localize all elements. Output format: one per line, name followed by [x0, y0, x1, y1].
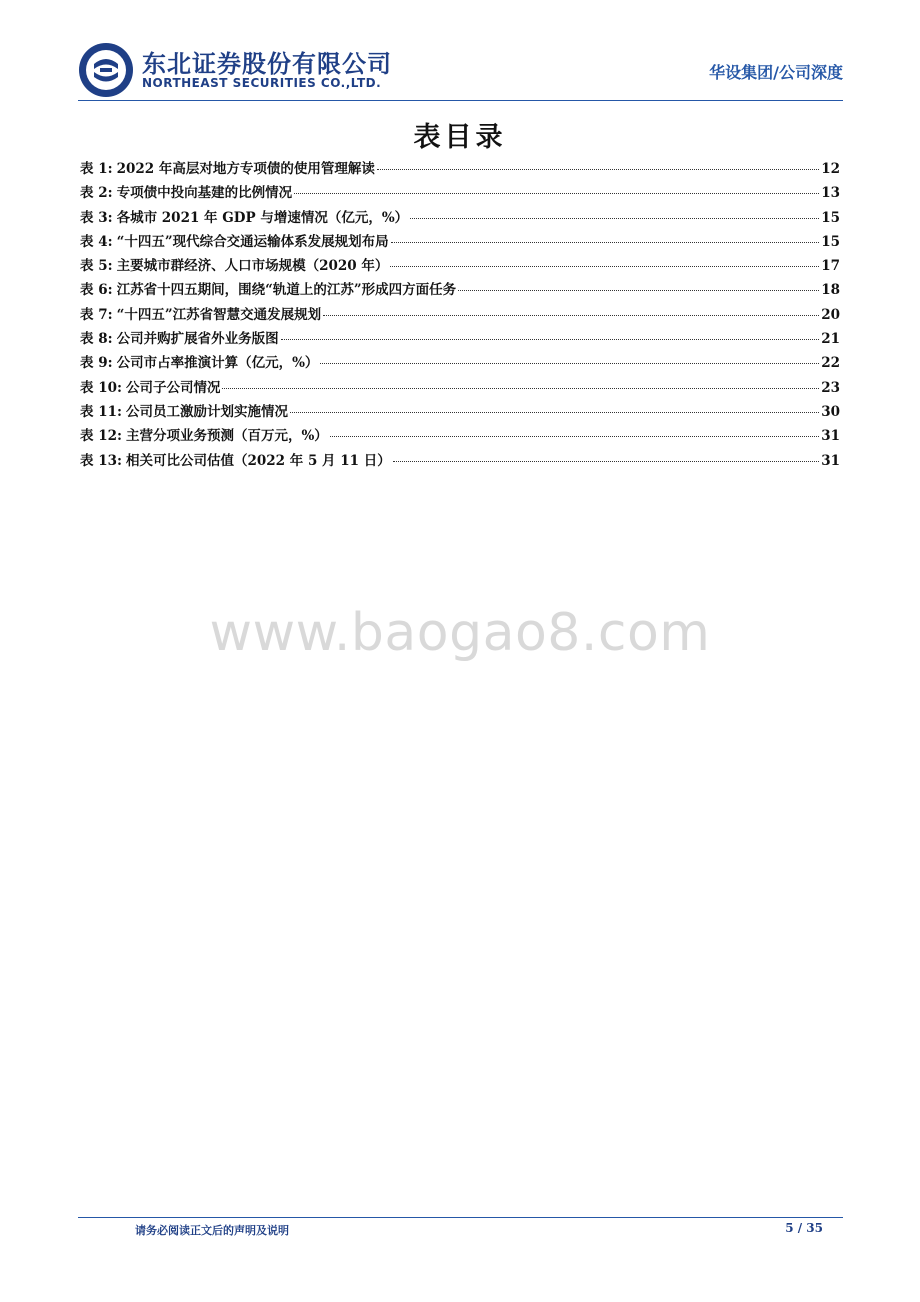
toc-entry-page: 15	[821, 233, 840, 250]
toc-dot-leader	[390, 266, 819, 267]
toc-entry-title: 公司员工激励计划实施情况	[125, 403, 288, 420]
toc-entry-page: 12	[821, 161, 840, 177]
toc-entry[interactable]	[80, 181, 840, 205]
toc-entry[interactable]	[80, 351, 840, 375]
toc-entry-page: 31	[821, 428, 840, 445]
toc-entry-label: 表 5:	[80, 258, 113, 275]
toc-entry-label: 表 10:	[80, 379, 122, 396]
toc-entry-title: 专项债中投向基建的比例情况	[116, 185, 293, 202]
toc-entry-label: 表 7:	[80, 306, 113, 323]
toc-dot-leader	[377, 169, 819, 170]
toc-entry-label: 表 2:	[80, 185, 113, 202]
footer-divider	[78, 1217, 843, 1218]
toc-entry-label: 表 11:	[80, 403, 122, 420]
toc-entry[interactable]	[80, 303, 840, 327]
toc-entry-label: 表 8:	[80, 331, 113, 348]
toc-entry-title: 2022 年高层对地方专项债的使用管理解读	[116, 161, 375, 177]
toc-dot-leader	[393, 461, 819, 462]
toc-entry-page: 18	[821, 282, 840, 299]
table-of-tables	[80, 157, 840, 473]
toc-entry-title: 主营分项业务预测（百万元，%）	[125, 428, 328, 445]
toc-entry-title: 公司市占率推演计算（亿元，%）	[116, 355, 319, 372]
toc-entry[interactable]	[80, 376, 840, 400]
toc-entry-label: 表 3:	[80, 209, 113, 226]
toc-entry[interactable]	[80, 327, 840, 351]
toc-entry-page: 22	[821, 355, 840, 372]
toc-dot-leader	[290, 412, 819, 413]
toc-entry-label: 表 12:	[80, 428, 122, 445]
toc-entry-label: 表 6:	[80, 282, 113, 299]
toc-entry-title: 江苏省十四五期间，围绕“轨道上的江苏”形成四方面任务	[116, 282, 457, 299]
toc-dot-leader	[323, 315, 819, 316]
toc-entry-label: 表 13:	[80, 452, 122, 469]
page-number: 5 / 35	[785, 1221, 823, 1235]
toc-dot-leader	[222, 388, 819, 389]
page-header	[78, 40, 843, 98]
company-name-en: NORTHEAST SECURITIES CO.,LTD.	[142, 76, 382, 90]
toc-entry-page: 31	[821, 452, 840, 469]
toc-dot-leader	[391, 242, 820, 243]
toc-entry[interactable]	[80, 254, 840, 278]
toc-dot-leader	[281, 339, 820, 340]
toc-entry-title: 相关可比公司估值（2022 年 5 月 11 日）	[125, 452, 391, 469]
toc-entry-page: 30	[821, 403, 840, 420]
page-title: 表目录	[413, 122, 507, 153]
toc-entry[interactable]	[80, 230, 840, 254]
toc-entry-label: 表 4:	[80, 233, 113, 250]
toc-entry-page: 21	[821, 331, 840, 348]
toc-entry-page: 15	[821, 209, 840, 226]
toc-entry[interactable]	[80, 449, 840, 473]
toc-dot-leader	[458, 290, 819, 291]
toc-dot-leader	[320, 363, 819, 364]
toc-entry-label: 表 1:	[80, 161, 113, 177]
header-divider	[78, 100, 843, 101]
toc-entry-title: “十四五”现代综合交通运输体系发展规划布局	[116, 233, 389, 250]
toc-entry-title: 公司子公司情况	[125, 379, 221, 396]
footer-disclaimer: 请务必阅读正文后的声明及说明	[135, 1224, 289, 1237]
toc-entry-title: 公司并购扩展省外业务版图	[116, 331, 279, 348]
toc-dot-leader	[410, 218, 819, 219]
toc-entry-title: 主要城市群经济、人口市场规模（2020 年）	[116, 258, 389, 275]
toc-entry[interactable]	[80, 157, 840, 181]
toc-dot-leader	[294, 193, 819, 194]
toc-entry[interactable]	[80, 424, 840, 448]
toc-entry[interactable]	[80, 400, 840, 424]
toc-entry[interactable]	[80, 206, 840, 230]
toc-entry-page: 20	[821, 306, 840, 323]
toc-entry-page: 13	[821, 185, 840, 202]
toc-entry-page: 23	[821, 379, 840, 396]
watermark: www.baogao8.com	[209, 603, 711, 663]
northeast-securities-logo-icon	[78, 42, 134, 98]
toc-entry-page: 17	[821, 258, 840, 275]
toc-entry-label: 表 9:	[80, 355, 113, 372]
report-tag: 华设集团/公司深度	[709, 63, 843, 82]
toc-entry[interactable]	[80, 278, 840, 302]
company-name-cn: 东北证券股份有限公司	[142, 50, 392, 78]
toc-entry-title: “十四五”江苏省智慧交通发展规划	[116, 306, 322, 323]
toc-dot-leader	[330, 436, 819, 437]
toc-entry-title: 各城市 2021 年 GDP 与增速情况（亿元，%）	[116, 209, 409, 226]
